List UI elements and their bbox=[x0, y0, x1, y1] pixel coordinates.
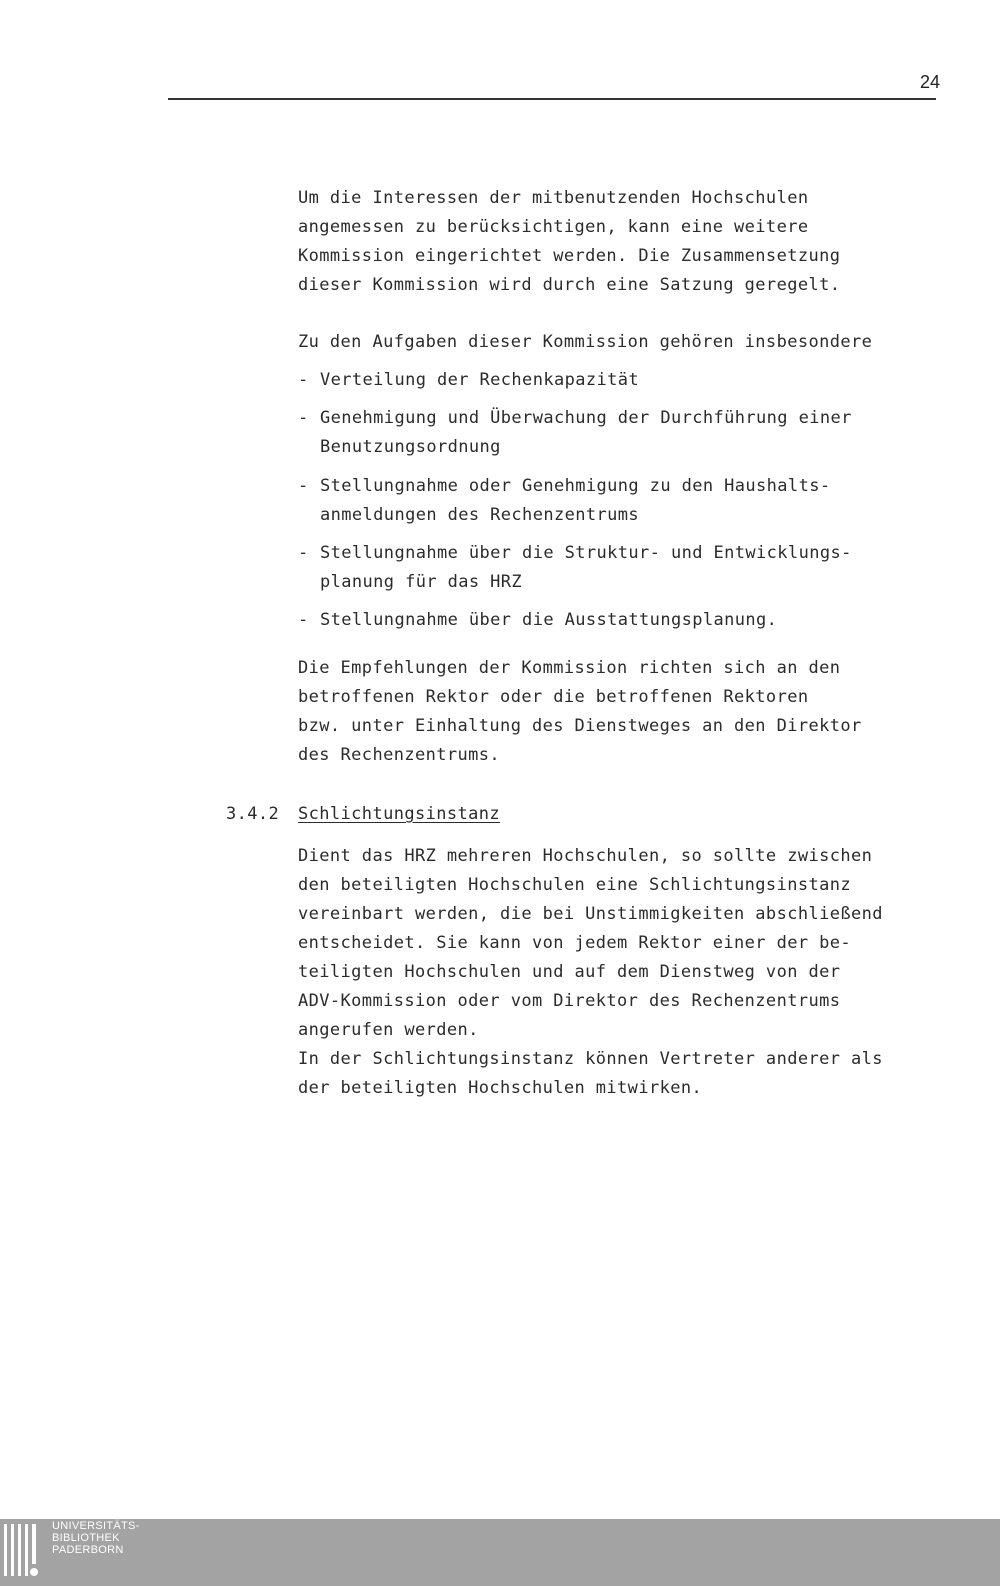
footer-library-name bbox=[52, 1520, 140, 1556]
task-list-item bbox=[298, 404, 948, 462]
task-text: Genehmigung und Überwachung der Durchführung einer Benutzungsordnung bbox=[320, 408, 852, 457]
bullet-dash: - bbox=[298, 370, 309, 390]
task-list-item bbox=[298, 606, 948, 635]
footer-bar bbox=[0, 1519, 1000, 1586]
library-logo-icon bbox=[4, 1524, 44, 1580]
task-text: Stellungnahme über die Ausstattungsplanung. bbox=[320, 610, 778, 630]
task-text: Verteilung der Rechenkapazität bbox=[320, 370, 640, 390]
paragraph-recommendations: Die Empfehlungen der Kommission richten sich an den betroffenen Rektor oder die betroffenen Rektoren bzw. unter Einhaltung des Dienstweges an den Direktor des Rechenzentrums. bbox=[298, 658, 862, 765]
bullet-dash: - bbox=[298, 610, 309, 630]
header-rule bbox=[168, 98, 936, 100]
section-title: Schlichtungsinstanz bbox=[298, 804, 501, 824]
task-list-item bbox=[298, 472, 948, 530]
section-number: 3.4.2 bbox=[226, 804, 280, 824]
footer-line: BIBLIOTHEK bbox=[52, 1532, 120, 1544]
paragraph-tasks-intro: Zu den Aufgaben dieser Kommission gehören insbesondere bbox=[298, 332, 873, 352]
task-text: Stellungnahme oder Genehmigung zu den Haushalts- anmeldungen des Rechenzentrums bbox=[320, 476, 831, 525]
bullet-dash: - bbox=[298, 543, 309, 563]
footer-line: PADERBORN bbox=[52, 1544, 124, 1556]
footer-line: UNIVERSITÄTS- bbox=[52, 1520, 140, 1532]
task-list-item bbox=[298, 366, 948, 395]
page-number: 24 bbox=[919, 72, 940, 92]
paragraph-arbitration: Dient das HRZ mehreren Hochschulen, so sollte zwischen den beteiligten Hochschulen eine Schlichtungsinstanz vereinbart werden, die bei Unstimmigkeiten abschließend entscheidet. Sie kann von jedem Rektor einer der be- teiligten Hochschulen und auf dem Dienstweg von der ADV-Kommission oder vom Direktor des Rechenzentrums angerufen werden. In der Schlichtungsinstanz können Vertreter anderer als der beteiligten Hochschulen mitwirken. bbox=[298, 846, 883, 1098]
bullet-dash: - bbox=[298, 476, 309, 496]
task-list-item bbox=[298, 539, 948, 597]
bullet-dash: - bbox=[298, 408, 309, 428]
task-text: Stellungnahme über die Struktur- und Entwicklungs- planung für das HRZ bbox=[320, 543, 852, 592]
paragraph-intro: Um die Interessen der mitbenutzenden Hochschulen angemessen zu berücksichtigen, kann eine weitere Kommission eingerichtet werden. Die Zusammensetzung dieser Kommission wird durch eine Satzung geregelt. bbox=[298, 188, 841, 295]
